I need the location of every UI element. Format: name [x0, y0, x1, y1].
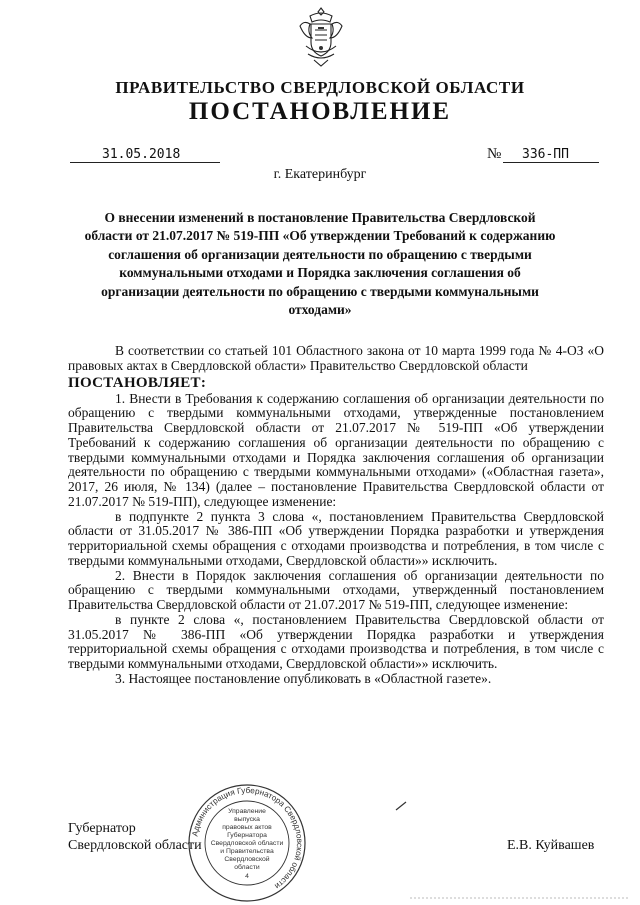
authority-name: ПРАВИТЕЛЬСТВО СВЕРДЛОВСКОЙ ОБЛАСТИ — [115, 78, 525, 97]
signatory-title-line2: Свердловской области — [68, 838, 202, 853]
item-3-paragraph: 3. Настоящее постановление опубликовать в «Областной газете». — [115, 670, 492, 686]
number-underline — [503, 162, 599, 163]
stamp-ring-text: Администрация Губернатора Свердловской области — [190, 785, 305, 891]
stamp-line: Губернатора — [227, 832, 267, 839]
document-body — [68, 344, 604, 687]
item-1-paragraph: 1. Внести в Требования к содержанию соглашения об организации деятельности по обращению с твердыми коммунальными отходами, утвержденные постановлением Правительства Свердловской области от 21.07.2017 № 519-ПП «Об утверждении Требований к содержанию соглашения об организации деятельности по обращению с твердыми коммунальными отходами и Порядка заключения соглашения об организации деятельности по обращению с твердыми коммунальными отходами» («Областная газета», 2017, 26 июля, № 134) (далее – постановление Правительства Свердловской области от 21.07.2017 № 519-ПП), следующее изменение: — [68, 390, 604, 509]
footer-print-marks — [410, 896, 630, 900]
document-type: ПОСТАНОВЛЕНИЕ — [188, 98, 452, 125]
item-2-change-paragraph: в пункте 2 слова «, постановлением Правительства Свердловской области от 31.05.2017 № 386-ПП «Об утверждении Порядка разработки и утверждения территориальной схемы обращения с отходами производства и потребления, в том числе с твердыми коммунальными отходами, Свердловской области»» исключить. — [68, 611, 604, 671]
item-2-paragraph: 2. Внести в Порядок заключения соглашения об организации деятельности по обращению с твердыми коммунальными отходами, утвержденный постановлением Правительства Свердловской области от 21.07.2017 № 519-ПП, следующее изменение: — [68, 567, 604, 612]
stamp-line: правовых актов — [222, 824, 272, 831]
decree-heading: ПОСТАНОВЛЯЕТ: — [68, 374, 207, 391]
stamp-line: и Правительства — [220, 848, 274, 855]
document-title: О внесении изменений в постановление Правительства Свердловской области от 21.07.2017 № 519-ПП «Об утверждении Требований к содержанию соглашения об организации деятельности по обращению с твердыми коммунальными отходами и Порядка заключения соглашения об организации деятельности по обращению с твердыми коммунальными отходами» — [84, 210, 556, 318]
document-number: 336-ПП — [522, 147, 569, 162]
stamp-line: Свердловской — [224, 856, 270, 863]
date-underline — [70, 162, 220, 163]
signatory-name: Е.В. Куйвашев — [507, 838, 595, 853]
number-sign: № — [487, 146, 502, 162]
signature-mark — [394, 800, 408, 812]
official-stamp — [186, 782, 308, 904]
signatory-title-line1: Губернатор — [68, 821, 136, 836]
stamp-line: Свердловской области — [210, 840, 284, 847]
coat-of-arms-icon — [296, 6, 346, 68]
stamp-line: выпуска — [234, 816, 260, 823]
document-date: 31.05.2018 — [102, 147, 181, 162]
stamp-number: 4 — [245, 873, 249, 880]
preamble-paragraph: В соответствии со статьей 101 Областного закона от 10 марта 1999 года № 4-ОЗ «О правовых актах в Свердловской области» Правительство Свердловской области — [68, 343, 604, 373]
stamp-line: Управление — [228, 808, 266, 815]
stamp-line: области — [234, 864, 260, 871]
document-city: г. Екатеринбург — [273, 167, 367, 182]
item-1-change-paragraph: в подпункте 2 пункта 3 слова «, постановлением Правительства Свердловской области от 31.05.2017 № 386-ПП «Об утверждении Порядка разработки и утверждения территориальной схемы обращения с отходами производства и потребления, в том числе с твердыми коммунальными отходами, Свердловской области»» исключить. — [68, 508, 604, 568]
